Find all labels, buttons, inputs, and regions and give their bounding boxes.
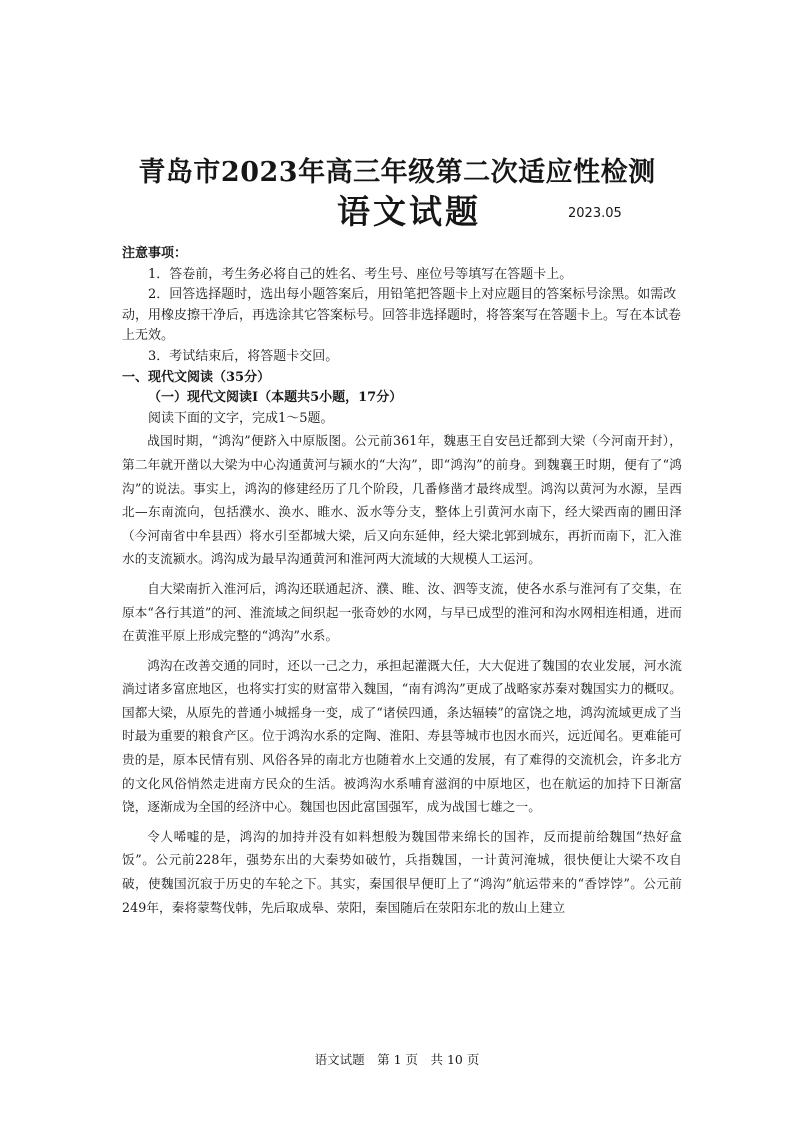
exam-title: 青岛市2023年高三年级第二次适应性检测	[138, 157, 656, 188]
notes-heading: 注意事项：	[122, 246, 188, 261]
page-footer: 语文试题 第 1 页 共 10 页	[314, 1052, 480, 1067]
note-item-2: 2．回答选择题时，选出每小题答案后，用铅笔把答题卡上对应题目的答案标号涂黑。如需改动，用橡皮擦干净后，再选涂其它答案标号。回答非选择题时，将答案写在答题卡上。写在本试卷上无效。	[122, 287, 682, 344]
reading-instruction: 阅读下面的文字，完成1～5题。	[148, 410, 334, 426]
exam-body	[122, 244, 682, 925]
passage-paragraph-1: 战国时期，“鸿沟”便跻入中原版图。公元前361年，魏惠王自安邑迁都到大梁（今河南开封），第二年就开凿以大梁为中心沟通黄河与颍水的“大沟”，即“鸿沟”的前身。到魏襄王时期，便有了“鸿沟”的说法。事实上，鸿沟的修建经历了几个阶段，几番修凿才最终成型。鸿沟以黄河为水源，呈西北—东南流向，包括濮水、涣水、睢水、汳水等分支，整体上引黄河水南下，经大梁西南的圃田泽（今河南省中牟县西）将水引至都城大梁，后又向东延伸，经大梁北郭到城东，再折而南下，汇入淮水的支流颍水。鸿沟成为最早沟通黄河和淮河两大流域的大规模人工运河。	[122, 433, 682, 567]
note-item-3: 3．考试结束后，将答题卡交回。	[148, 348, 339, 364]
passage-paragraph-2: 自大梁南折入淮河后，鸿沟还联通起济、濮、睢、汝、泗等支流，使各水系与淮河有了交集，在原本“各行其道”的河、淮流域之间织起一张奇妙的水网，与早已成型的淮河和沟水网相连相通，进而在黄淮平原上形成完整的“鸿沟”水系。	[122, 580, 682, 644]
passage-paragraph-4: 令人唏嘘的是，鸿沟的加持并没有如料想般为魏国带来绵长的国祚，反而提前给魏国“热好盒饭”。公元前228年，强势东出的大秦势如破竹，兵指魏国，一计黄河淹城，很快便让大梁不攻自破，使魏国沉寂于历史的车轮之下。其实，秦国很早便盯上了“鸿沟”航运带来的“香饽饽”。公元前249年，秦将蒙骜伐韩，先后取成皋、荥阳，秦国随后在荥阳东北的敖山上建立	[122, 828, 682, 915]
subsection-heading: （一）现代文阅读Ⅰ（本题共5小题，17分）	[148, 390, 403, 406]
passage-paragraph-3: 鸿沟在改善交通的同时，还以一己之力，承担起灌溉大任，大大促进了魏国的农业发展，河水流淌过诸多富庶地区，也将实打实的财富带入魏国，“南有鸿沟”更成了战略家苏秦对魏国实力的概叹。国都大梁，从原先的普通小城摇身一变，成了“诸侯四通，条达辐辏”的富饶之地，鸿沟流域更成了当时最为重要的粮食产区。位于鸿沟水系的定陶、淮阳、寿县等城市也因水而兴，远近闻名。更难能可贵的是，原本民情有别、风俗各异的南北方也随着水上交通的发展，有了难得的交流机会，许多北方的文化风俗悄然走进南方民众的生活。被鸿沟水系哺育滋润的中原地区，也在航运的加持下日渐富饶，逐渐成为全国的经济中心。魏国也因此富国强军，成为战国七雄之一。	[122, 657, 682, 815]
reading-passage	[122, 429, 682, 919]
section-heading: 一、现代文阅读（35分）	[122, 369, 271, 385]
note-item-1: 1．答卷前，考生务必将自己的姓名、考生号、座位号等填写在答题卡上。	[148, 266, 573, 282]
subject-title: 语文试题	[337, 192, 481, 231]
exam-date: 2023.05	[568, 206, 622, 221]
subject-row	[0, 186, 794, 230]
